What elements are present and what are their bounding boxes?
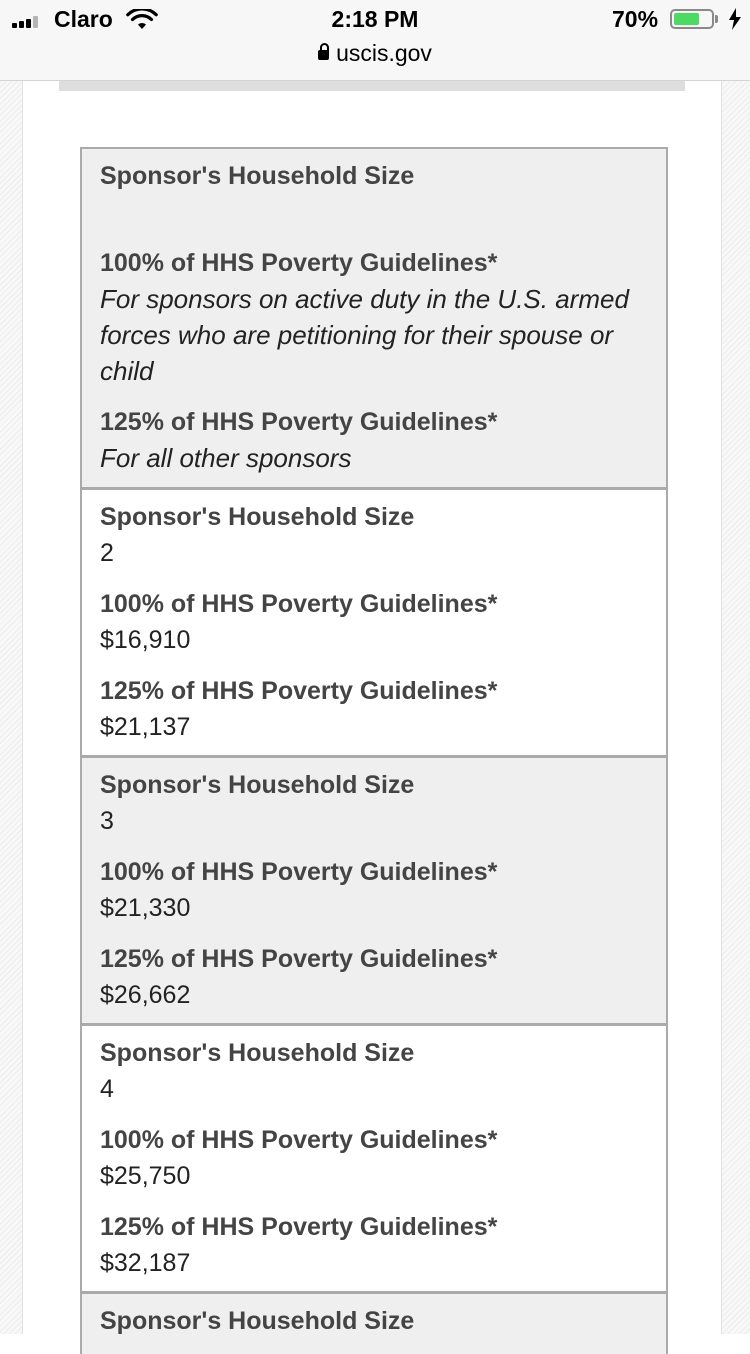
household-size-label: Sponsor's Household Size (100, 1307, 415, 1335)
header-spacer (100, 194, 648, 246)
guideline-100-cell (100, 855, 648, 926)
battery-level-fill (674, 13, 699, 25)
table-row (82, 758, 666, 1026)
header-household-size-label: Sponsor's Household Size (100, 162, 415, 190)
guideline-125-cell (100, 1210, 648, 1281)
header-125-percent-label: 125% of HHS Poverty Guidelines* (100, 408, 498, 436)
guideline-100-value: $21,330 (100, 894, 191, 922)
guideline-100-label: 100% of HHS Poverty Guidelines* (100, 1126, 498, 1154)
header-100-percent-group (100, 246, 648, 389)
guideline-125-value: $21,137 (100, 713, 191, 741)
battery-icon (670, 9, 714, 29)
carrier-name: Claro (54, 6, 113, 32)
guideline-100-cell (100, 587, 648, 658)
poverty-guidelines-table (80, 147, 668, 1354)
table-row (82, 1026, 666, 1294)
battery-percentage: 70% (612, 6, 659, 32)
guideline-100-value: $16,910 (100, 626, 191, 654)
household-size-label: Sponsor's Household Size (100, 503, 415, 531)
content-card (22, 81, 722, 1334)
guideline-100-value: $25,750 (100, 1162, 191, 1190)
guideline-100-label: 100% of HHS Poverty Guidelines* (100, 858, 498, 886)
household-size-cell (100, 500, 648, 571)
guideline-125-label: 125% of HHS Poverty Guidelines* (100, 945, 498, 973)
household-size-value: 4 (100, 1075, 114, 1103)
table-header-row (82, 149, 666, 490)
table-row (82, 490, 666, 758)
url-text[interactable]: uscis.gov (336, 40, 432, 66)
household-size-cell (100, 1036, 648, 1107)
household-size-label: Sponsor's Household Size (100, 771, 415, 799)
guideline-125-cell (100, 674, 648, 745)
guideline-125-value: $26,662 (100, 981, 191, 1009)
guideline-125-label: 125% of HHS Poverty Guidelines* (100, 1213, 498, 1241)
guideline-125-cell (100, 942, 648, 1013)
header-125-percent-note: For all other sponsors (100, 443, 352, 473)
header-100-percent-label: 100% of HHS Poverty Guidelines* (100, 249, 498, 277)
guideline-125-value: $32,187 (100, 1249, 191, 1277)
household-size-label: Sponsor's Household Size (100, 1039, 415, 1067)
household-size-cell (100, 768, 648, 839)
lock-icon (318, 50, 329, 60)
address-bar-url[interactable] (0, 40, 750, 67)
household-size-value: 3 (100, 807, 114, 835)
header-125-percent-group (100, 405, 648, 476)
section-divider-bar (59, 81, 685, 91)
guideline-125-label: 125% of HHS Poverty Guidelines* (100, 677, 498, 705)
guideline-100-label: 100% of HHS Poverty Guidelines* (100, 590, 498, 618)
household-size-value: 2 (100, 539, 114, 567)
charging-bolt-icon (728, 8, 742, 30)
battery-tip (715, 15, 718, 23)
header-100-percent-note: For sponsors on active duty in the U.S. armed forces who are petitioning for their spouse or child (100, 284, 629, 386)
table-row (82, 1294, 666, 1354)
guideline-100-cell (100, 1123, 648, 1194)
clock-time: 2:18 PM (331, 6, 419, 32)
status-bar (0, 0, 750, 81)
